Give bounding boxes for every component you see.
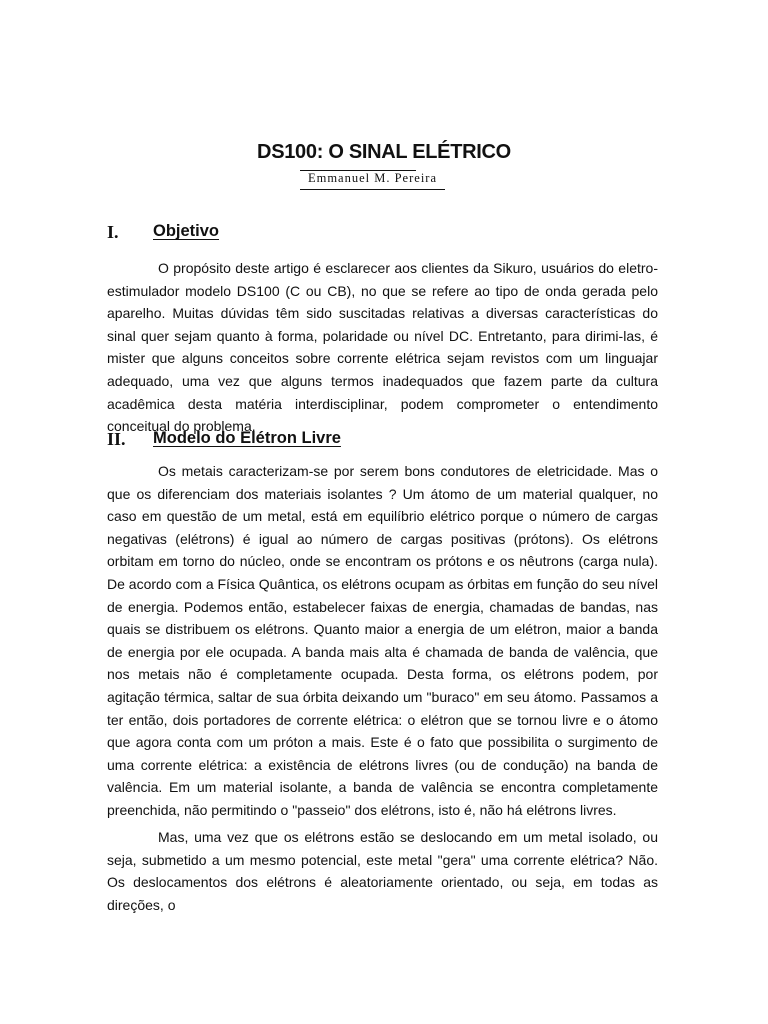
section-1-heading: Objetivo	[153, 222, 220, 240]
section-2-heading: Modelo do Elétron Livre	[153, 429, 341, 447]
section-2-number: II.	[107, 429, 126, 449]
section-1-number: I.	[107, 222, 119, 242]
section-2-paragraph-1: Os metais caracterizam-se por serem bons condutores de eletricidade. Mas o que os diferenciam dos materiais isolantes ? Um átomo de um material qualquer, no caso em questão de um metal, está em equilíbrio elétrico porque o número de cargas negativas (elétrons) é igual ao número de cargas positivas (prótons). Os elétrons orbitam em torno do núcleo, onde se encontram os prótons e os nêutrons (carga nula). De acordo com a Física Quântica, os elétrons ocupam as órbitas em função do seu nível de energia. Podemos então, estabelecer faixas de energia, chamadas de bandas, nas quais se distribuem os elétrons. Quanto maior a energia de um elétron, maior a banda de energia por ele ocupada. A banda mais alta é chamada de banda de valência, que nos metais não é completamente ocupada. Desta forma, os elétrons podem, por agitação térmica, saltar de sua órbita deixando um "buraco" em seu átomo. Passamos a ter então, dois portadores de corrente elétrica: o elétron que se tornou livre e o átomo que agora conta com um próton a mais. Este é o fato que possibilita o surgimento de uma corrente elétrica: a existência de elétrons livres (ou de condução) na banda de valência. Em um material isolante, a banda de valência se encontra completamente preenchida, não permitindo o "passeio" dos elétrons, isto é, não há elétrons livres.	[107, 463, 658, 818]
section-1-paragraph-1: O propósito deste artigo é esclarecer aos clientes da Sikuro, usuários do eletro-estimulador modelo DS100 (C ou CB), no que se refere ao tipo de onda gerada pelo aparelho. Muitas dúvidas têm sido suscitadas relativas a diversas características do sinal quer sejam quanto à forma, polaridade ou nível DC. Entretanto, para dirimi-las, é mister que alguns conceitos sobre corrente elétrica sejam revistos com um linguajar adequado, uma vez que alguns termos inadequados que fazem parte da cultura acadêmica desta matéria interdisciplinar, podem comprometer o entendimento conceitual do problema.	[107, 260, 658, 435]
document-title: DS100: O SINAL ELÉTRICO	[257, 141, 511, 163]
document-author: Emmanuel M. Pereira	[307, 171, 438, 185]
section-2-paragraph-2: Mas, uma vez que os elétrons estão se deslocando em um metal isolado, ou seja, submetido a um mesmo potencial, este metal "gera" uma corrente elétrica? Não. Os deslocamentos dos elétrons é aleatoriamente orientado, ou seja, em todas as direções, o	[107, 829, 658, 913]
author-bottom-rule	[300, 189, 445, 190]
